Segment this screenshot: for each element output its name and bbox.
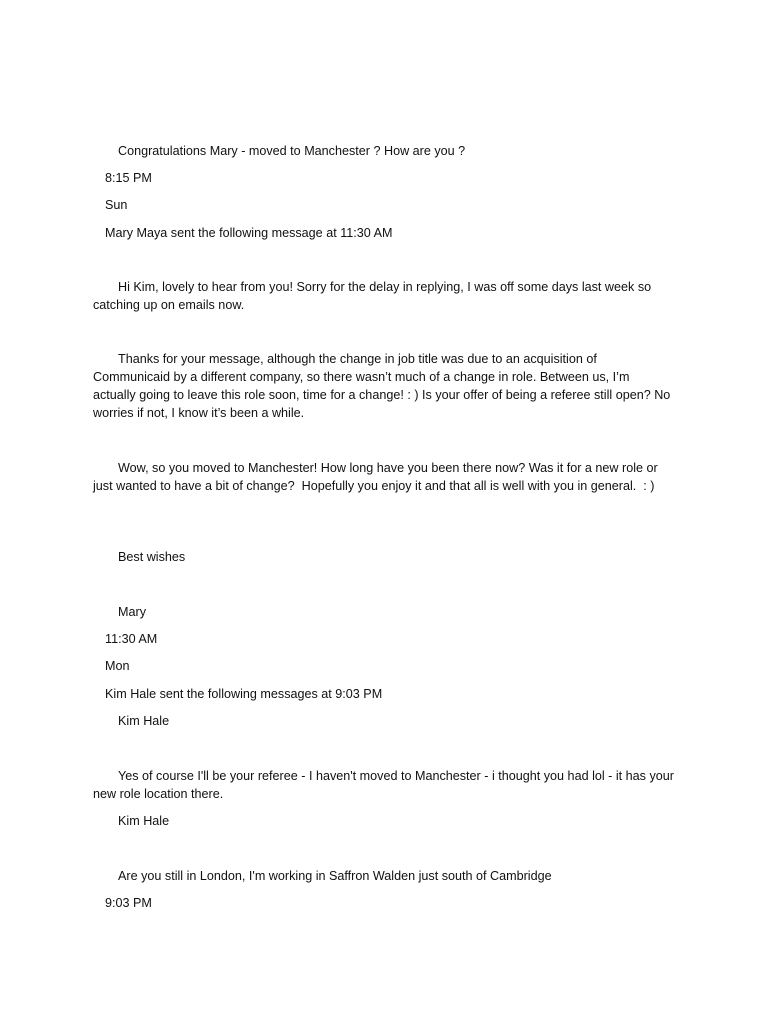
- message-paragraph: Thanks for your message, although the change in job title was due to an acquisition of Communicaid by a different company, so there wasn’t much of a change in role. Between us, I’m actually going to leave this role soon, time for a change! : ) Is your offer of being a referee still open? No worries if not, I know it’s been a while.: [93, 352, 671, 420]
- message-time: 8:15 PM: [105, 171, 152, 185]
- message-signature: Mary: [118, 605, 146, 619]
- sender-header: Mary Maya sent the following message at 11:30 AM: [105, 226, 393, 240]
- message-paragraph: Best wishes: [118, 550, 186, 564]
- sender-name: Kim Hale: [118, 714, 170, 728]
- sender-name: Kim Hale: [118, 814, 170, 828]
- message-paragraph: Are you still in London, I'm working in Saffron Walden just south of Cambridge: [118, 869, 552, 883]
- message-time: 11:30 AM: [105, 632, 158, 646]
- sender-header: Kim Hale sent the following messages at 9:03 PM: [105, 687, 383, 701]
- day-label: Sun: [105, 198, 128, 212]
- message-paragraph: Yes of course I'll be your referee - I haven't moved to Manchester - i thought you had lol - it has your new role location there.: [93, 769, 674, 801]
- message-paragraph: Wow, so you moved to Manchester! How long have you been there now? Was it for a new role or just wanted to have a bit of change? Hopefully you enjoy it and that all is well with you in general. : ): [93, 461, 658, 493]
- message-text: Congratulations Mary - moved to Manchester ? How are you ?: [118, 144, 466, 158]
- message-time: 9:03 PM: [105, 896, 152, 910]
- message-paragraph: Hi Kim, lovely to hear from you! Sorry for the delay in replying, I was off some days last week so catching up on emails now.: [93, 280, 652, 312]
- day-label: Mon: [105, 659, 130, 673]
